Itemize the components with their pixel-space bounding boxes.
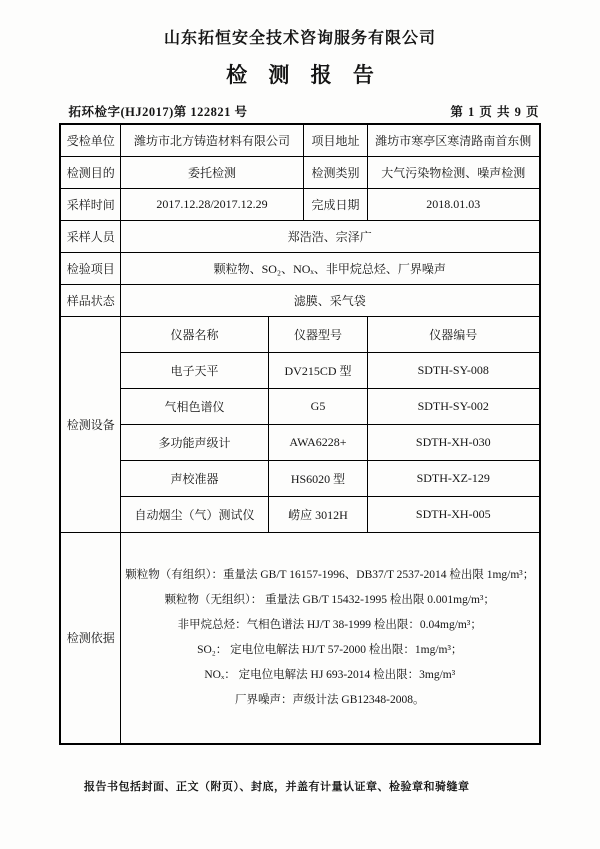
equipment-model: HS6020 型 <box>268 460 367 496</box>
equipment-name: 多功能声级计 <box>120 424 268 460</box>
equipment-number: SDTH-XH-005 <box>368 496 540 532</box>
report-number: 拓环检字(HJ2017)第 122821 号 <box>68 105 248 119</box>
report-meta-row <box>61 102 540 120</box>
value-sampling-personnel: 郑浩浩、宗泽广 <box>120 220 539 252</box>
value-sample-status: 滤膜、采气袋 <box>120 284 539 316</box>
report-info-table <box>59 123 540 745</box>
equipment-row <box>60 496 539 532</box>
equipment-model: 崂应 3012H <box>268 496 367 532</box>
equipment-number: SDTH-SY-008 <box>368 352 540 388</box>
label-sampling-personnel: 采样人员 <box>60 220 120 252</box>
basis-line-nox: NOₓ： 定电位电解法 HJ 693-2014 检出限：3mg/m³ <box>204 668 456 681</box>
company-name: 山东拓恒安全技术咨询服务有限公司 <box>163 30 436 47</box>
equipment-name: 自动烟尘（气）测试仪 <box>120 496 268 532</box>
equipment-model: G5 <box>268 388 367 424</box>
basis-line-so2: SO₂： 定电位电解法 HJ/T 57-2000 检出限：1mg/m³； <box>197 643 463 656</box>
value-inspected-unit: 潍坊市北方铸造材料有限公司 <box>120 124 303 156</box>
basis-line-particulate-unorganized: 颗粒物（无组织）： 重量法 GB/T 15432-1995 检出限 0.001mg/m³； <box>164 593 495 606</box>
table-row <box>60 284 539 316</box>
report-footer-note: 报告书包括封面、正文（附页）、封底，并盖有计量认证章、检验章和骑缝章 <box>84 781 470 793</box>
test-basis-content <box>120 532 539 744</box>
equipment-row <box>60 460 539 496</box>
equipment-header-number: 仪器编号 <box>368 316 540 352</box>
table-row <box>60 124 539 156</box>
equipment-name: 电子天平 <box>120 352 268 388</box>
value-test-category: 大气污染物检测、噪声检测 <box>368 156 540 188</box>
basis-line-boundary-noise: 厂界噪声：声级计法 GB12348-2008。 <box>235 693 425 706</box>
value-completion-date: 2018.01.03 <box>368 188 540 220</box>
basis-row <box>60 532 539 744</box>
label-test-items: 检验项目 <box>60 252 120 284</box>
page-indicator: 第 1 页 共 9 页 <box>450 105 540 119</box>
table-row <box>60 188 539 220</box>
value-test-items: 颗粒物、SO₂、NOₓ、非甲烷总烃、厂界噪声 <box>120 252 539 284</box>
equipment-name: 气相色谱仪 <box>120 388 268 424</box>
equipment-number: SDTH-SY-002 <box>368 388 540 424</box>
label-test-category: 检测类别 <box>304 156 368 188</box>
value-project-address: 潍坊市寒亭区寒清路南首东侧 <box>368 124 540 156</box>
table-row <box>60 220 539 252</box>
label-completion-date: 完成日期 <box>304 188 368 220</box>
label-test-equipment: 检测设备 <box>60 316 120 532</box>
report-title: 检 测 报 告 <box>226 63 382 87</box>
label-test-purpose: 检测目的 <box>60 156 120 188</box>
equipment-name: 声校准器 <box>120 460 268 496</box>
label-inspected-unit: 受检单位 <box>60 124 120 156</box>
equipment-model: AWA6228+ <box>268 424 367 460</box>
table-row <box>60 156 539 188</box>
basis-line-particulate-organized: 颗粒物（有组织）：重量法 GB/T 16157-1996、DB37/T 2537-2014 检出限 1mg/m³； <box>125 568 535 581</box>
label-test-basis: 检测依据 <box>60 532 120 744</box>
equipment-row <box>60 424 539 460</box>
label-sampling-time: 采样时间 <box>60 188 120 220</box>
equipment-header-name: 仪器名称 <box>120 316 268 352</box>
basis-line-nmhc: 非甲烷总烃：气相色谱法 HJ/T 38-1999 检出限：0.04mg/m³； <box>177 618 482 631</box>
label-project-address: 项目地址 <box>304 124 368 156</box>
equipment-number: SDTH-XZ-129 <box>368 460 540 496</box>
equipment-header-row <box>60 316 539 352</box>
equipment-row <box>60 388 539 424</box>
equipment-number: SDTH-XH-030 <box>368 424 540 460</box>
equipment-row <box>60 352 539 388</box>
label-sample-status: 样品状态 <box>60 284 120 316</box>
equipment-model: DV215CD 型 <box>268 352 367 388</box>
equipment-header-model: 仪器型号 <box>268 316 367 352</box>
table-row <box>60 252 539 284</box>
value-test-purpose: 委托检测 <box>120 156 303 188</box>
value-sampling-time: 2017.12.28/2017.12.29 <box>120 188 303 220</box>
